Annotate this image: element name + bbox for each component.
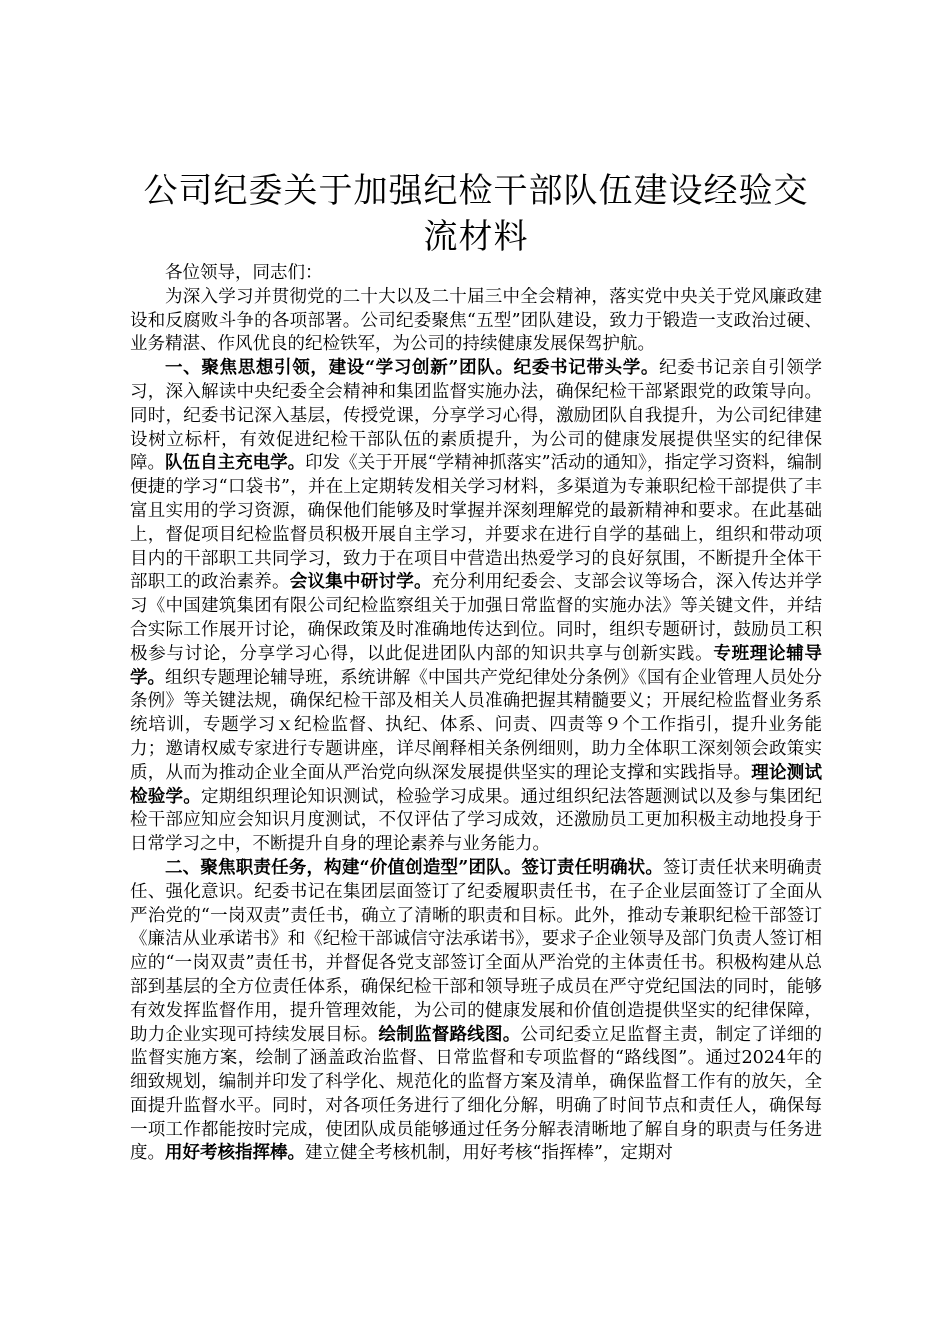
section-2-item-2-text: 公司纪委立足监督主责，制定了详细的监督实施方案，绘制了涵盖政治监督、日常监督和专项监督的“路线图”。通过2024年的细致规划，编制并印发了科学化、规范化的监督方案及清单，确保监督工作有的放矢，全面提升监督水平。同时，对各项任务进行了细化分解，明确了时间节点和责任人，确保每一项工作都能按时完成，使团队成员能够通过任务分解表清晰地了解自身的职责与任务进度。 xyxy=(130,1024,822,1164)
section-1-item-5-text: 定期组织理论知识测试，检验学习成果。通过组织纪法答题测试以及参与集团纪检干部应知应会知识月度测试，不仅评估了学习成效，还激励员工更加积极主动地投身于日常学习之中，不断提升自身的理论素养与业务能力。 xyxy=(130,786,822,855)
document-title: 公司纪委关于加强纪检干部队伍建设经验交流材料 xyxy=(143,171,809,257)
section-1-item-2-title: 队伍自主充电学。 xyxy=(165,453,306,474)
section-1-item-1-title: 纪委书记带头学。 xyxy=(513,358,660,379)
section-2-item-1-title: 签订责任明确状。 xyxy=(521,857,664,878)
document-page xyxy=(130,168,822,1166)
section-1-item-4-title: 专班理论辅导学。 xyxy=(130,643,823,688)
section-2-item-3-text: 建立健全考核机制，用好考核“指挥棒”，定期对 xyxy=(305,1143,673,1164)
section-1-item-3-title: 会议集中研讨学。 xyxy=(289,572,432,593)
section-1-item-5-title: 理论测试检验学。 xyxy=(130,762,822,807)
section-1-item-1-text: 纪委书记亲自引领学习，深入解读中央纪委全会精神和集团监督实施办法，确保纪检干部紧跟党的政策导向。同时，纪委书记深入基层，传授党课，分享学习心得，激励团队自我提升，为公司纪律建设树立标杆，有效促进纪检干部队伍的素质提升，为公司的健康发展提供坚实的纪律保障。 xyxy=(130,358,823,474)
section-2-item-3-title: 用好考核指挥棒。 xyxy=(165,1143,305,1164)
salutation: 各位领导，同志们： xyxy=(165,263,323,283)
section-2-item-1-text: 签订责任状来明确责任、强化意识。纪委书记在集团层面签订了纪委履职责任书，在子企业层面签订了全面从严治党的“一岗双责”责任书，确立了清晰的职责和目标。此外，推动专兼职纪检干部签订《廉洁从业承诺书》和《纪检干部诚信守法承诺书》，要求子企业领导及部门负责人签订相应的“一岗双责”责任书，并督促各党支部签订全面从严治党的主体责任书。积极构建从总部到基层的全方位责任体系，确保纪检干部和领导班子成员在严守党纪国法的同时，能够有效发挥监督作用，提升管理效能，为公司的健康发展和价值创造提供坚实的纪律保障，助力企业实现可持续发展目标。 xyxy=(130,857,822,1045)
section-2-heading: 二、聚焦职责任务，构建“价值创造型”团队。 xyxy=(165,857,522,878)
section-1-heading: 一、聚焦思想引领，建设“学习创新”团队。 xyxy=(165,358,514,379)
section-1-item-2-text: 印发《关于开展“学精神抓落实”活动的通知》，指定学习资料，编制便捷的学习“口袋书”，并在上定期转发相关学习材料，多渠道为专兼职纪检干部提供了丰富且实用的学习资源，确保他们能够及时掌握并深刻理解党的最新精神和要求。在此基础上，督促项目纪检监督员积极开展自主学习，并要求在进行自学的基础上，组织和带动项目内的干部职工共同学习，致力于在项目中营造出热爱学习的良好氛围，不断提升全体干部职工的政治素养。 xyxy=(130,453,823,593)
intro-paragraph: 为深入学习并贯彻党的二十大以及二十届三中全会精神，落实党中央关于党风廉政建设和反腐败斗争的各项部署。公司纪委聚焦“五型”团队建设，致力于锻造一支政治过硬、业务精湛、作风优良的纪检铁军，为公司的持续健康发展保驾护航。 xyxy=(130,286,822,355)
section-1-item-3-text: 充分利用纪委会、支部会议等场合，深入传达并学习《中国建筑集团有限公司纪检监察组关于加强日常监督的实施办法》等关键文件，并结合实际工作展开讨论，确保政策及时准确地传达到位。同时，组织专题研讨，鼓励员工积极参与讨论，分享学习心得，以此促进团队内部的知识共享与创新实践。 xyxy=(130,572,822,664)
section-2-item-2-title: 绘制监督路线图。 xyxy=(378,1024,521,1045)
section-2-paragraph xyxy=(130,857,822,1166)
section-1-item-4-text: 组织专题理论辅导班，系统讲解《中国共产党纪律处分条例》《国有企业管理人员处分条例》等关键法规，确保纪检干部及相关人员准确把握其精髓要义；开展纪检监督业务系统培训，专题学习ｘ纪检监督、执纪、体系、问责、四责等９个工作指引，提升业务能力；邀请权威专家进行专题讲座，详尽阐释相关条例细则，助力全体职工深刻领会政策实质，从而为推动企业全面从严治党向纵深发展提供坚实的理论支撑和实践指导。 xyxy=(130,667,823,783)
section-1-paragraph xyxy=(130,357,822,857)
